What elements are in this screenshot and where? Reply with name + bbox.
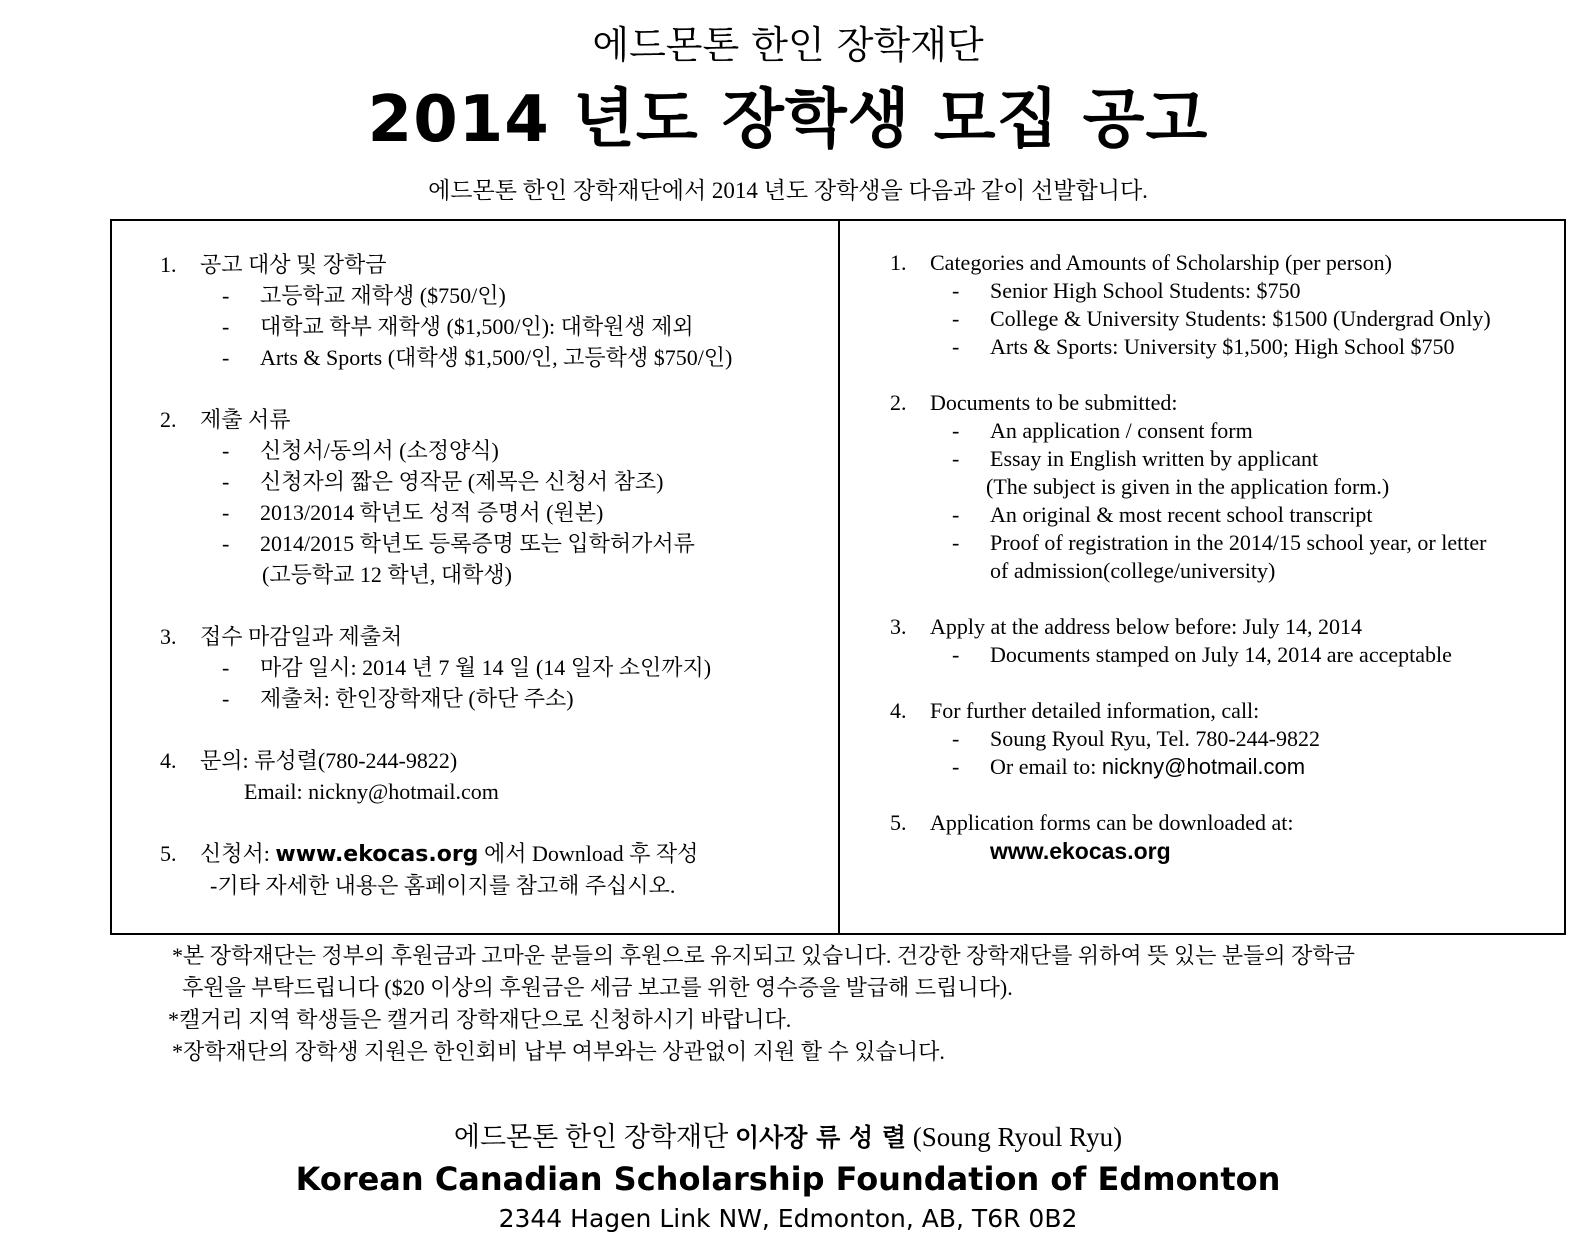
chair-name-en: (Soung Ryoul Ryu) [912, 1122, 1123, 1152]
en-section-4 [890, 697, 1560, 781]
bullet-dash: - [952, 278, 960, 303]
section-number: 3. [890, 614, 907, 639]
note-line: *장학재단의 장학생 지원은 한인회비 납부 여부와는 상관없이 지원 할 수 있습니다. [172, 1039, 945, 1064]
section-heading: 신청서: [200, 841, 270, 866]
bullet-dash: - [222, 345, 230, 370]
section-heading: 제출 서류 [200, 407, 291, 432]
bullet-dash: - [952, 726, 960, 751]
korean-column [160, 249, 830, 932]
page-title: 2014 년도 장학생 모집 공고 [367, 83, 1209, 157]
bullet-dash: - [952, 306, 960, 331]
section-heading: Application forms can be downloaded at: [930, 810, 1294, 835]
section-heading: For further detailed information, call: [930, 698, 1260, 723]
website-link[interactable]: www.ekocas.org [990, 838, 1171, 864]
chairman-line [0, 1115, 1576, 1154]
section-number: 5. [160, 841, 177, 866]
bullet-dash: - [952, 418, 960, 443]
section-number: 4. [160, 748, 177, 773]
bullet-dash: - [952, 642, 960, 667]
list-item: Senior High School Students: $750 [990, 278, 1301, 303]
list-item: Arts & Sports (대학생 $1,500/인, 고등학생 $750/인) [260, 345, 733, 370]
english-column [890, 249, 1560, 893]
list-item-continuation: (고등학교 12 학년, 대학생) [262, 562, 512, 587]
list-item: Essay in English written by applicant [990, 446, 1319, 471]
ko-section-4 [160, 745, 830, 807]
list-item: 신청자의 짧은 영작문 (제목은 신청서 참조) [260, 469, 664, 494]
bullet-dash: - [952, 334, 960, 359]
bullet-dash: - [222, 655, 230, 680]
bullet-dash: - [222, 469, 230, 494]
list-item-continuation: of admission(college/university) [990, 558, 1276, 583]
list-item: Documents stamped on July 14, 2014 are acceptable [990, 642, 1452, 667]
section-heading: 접수 마감일과 제출처 [200, 624, 403, 649]
website-note: -기타 자세한 내용은 홈페이지를 참고해 주십시오. [210, 873, 676, 898]
bullet-dash: - [222, 283, 230, 308]
chair-title: 이사장 류 성 렬 [734, 1123, 906, 1152]
section-number: 2. [160, 407, 177, 432]
bullet-dash: - [222, 686, 230, 711]
org-title: 에드몬톤 한인 장학재단 [592, 23, 984, 67]
ko-section-2 [160, 404, 830, 590]
notes [168, 940, 1552, 1068]
section-heading: Apply at the address below before: July 14, 2014 [930, 614, 1362, 639]
ko-section-3 [160, 621, 830, 714]
contact-email: Email: nickny@hotmail.com [244, 779, 499, 804]
ko-section-5 [160, 838, 830, 901]
chair-org: 에드몬톤 한인 장학재단 [453, 1122, 729, 1152]
list-item: An original & most recent school transcript [990, 502, 1373, 527]
list-item: 마감 일시: 2014 년 7 월 14 일 (14 일자 소인까지) [260, 655, 712, 680]
list-item: Arts & Sports: University $1,500; High School $750 [990, 334, 1455, 359]
section-number: 4. [890, 698, 907, 723]
list-item: College & University Students: $1500 (Undergrad Only) [990, 306, 1491, 331]
en-section-2 [890, 389, 1560, 585]
column-divider [838, 219, 840, 935]
list-item: 제출처: 한인장학재단 (하단 주소) [260, 686, 574, 711]
list-item: An application / consent form [990, 418, 1253, 443]
list-item: 대학교 학부 재학생 ($1,500/인): 대학원생 제외 [260, 314, 694, 339]
section-number: 1. [890, 250, 907, 275]
en-section-3 [890, 613, 1560, 669]
en-section-1 [890, 249, 1560, 361]
bullet-dash: - [952, 754, 960, 779]
bullet-dash: - [952, 530, 960, 555]
bullet-dash: - [222, 500, 230, 525]
section-heading: Documents to be submitted: [930, 390, 1178, 415]
section-number: 1. [160, 252, 177, 277]
list-item: 고등학교 재학생 ($750/인) [260, 283, 506, 308]
website-link[interactable]: www.ekocas.org [275, 842, 479, 867]
section-number: 3. [160, 624, 177, 649]
ko-section-1 [160, 249, 830, 373]
list-item: 2014/2015 학년도 등록증명 또는 입학허가서류 [260, 531, 695, 556]
bullet-dash: - [952, 446, 960, 471]
foundation-address: 2344 Hagen Link NW, Edmonton, AB, T6R 0B2 [498, 1204, 1078, 1233]
bullet-dash: - [222, 531, 230, 556]
note-line: 후원을 부탁드립니다 ($20 이상의 후원금은 세금 보고를 위한 영수증을 발급해 드립니다). [182, 975, 1013, 1000]
intro-text: 에드몬톤 한인 장학재단에서 2014 년도 장학생을 다음과 같이 선발합니다. [428, 178, 1148, 203]
section-heading: Categories and Amounts of Scholarship (per person) [930, 250, 1392, 275]
list-item: Proof of registration in the 2014/15 school year, or letter [990, 530, 1487, 555]
list-item: Or email to: [990, 754, 1102, 779]
section-heading: 문의: 류성렬(780-244-9822) [200, 748, 458, 773]
section-heading-suffix: 에서 Download 후 작성 [483, 841, 699, 866]
bullet-dash: - [222, 438, 230, 463]
list-item: 2013/2014 학년도 성적 증명서 (원본) [260, 500, 604, 525]
note-line: *본 장학재단는 정부의 후원금과 고마운 분들의 후원으로 유지되고 있습니다. 건강한 장학재단를 위하여 뜻 있는 분들의 장학금 [172, 943, 1355, 968]
bullet-dash: - [222, 314, 230, 339]
section-number: 5. [890, 810, 907, 835]
section-heading: 공고 대상 및 장학금 [200, 252, 387, 277]
en-section-5 [890, 809, 1560, 865]
bullet-dash: - [952, 502, 960, 527]
list-item-continuation: (The subject is given in the application form.) [986, 474, 1390, 499]
section-number: 2. [890, 390, 907, 415]
list-item: 신청서/동의서 (소정양식) [260, 438, 499, 463]
list-item: Soung Ryoul Ryu, Tel. 780-244-9822 [990, 726, 1320, 751]
note-line: *캘거리 지역 학생들은 캘거리 장학재단으로 신청하시기 바랍니다. [168, 1007, 792, 1032]
email-link[interactable]: nickny@hotmail.com [1101, 754, 1306, 779]
foundation-name: Korean Canadian Scholarship Foundation of Edmonton [295, 1160, 1281, 1198]
